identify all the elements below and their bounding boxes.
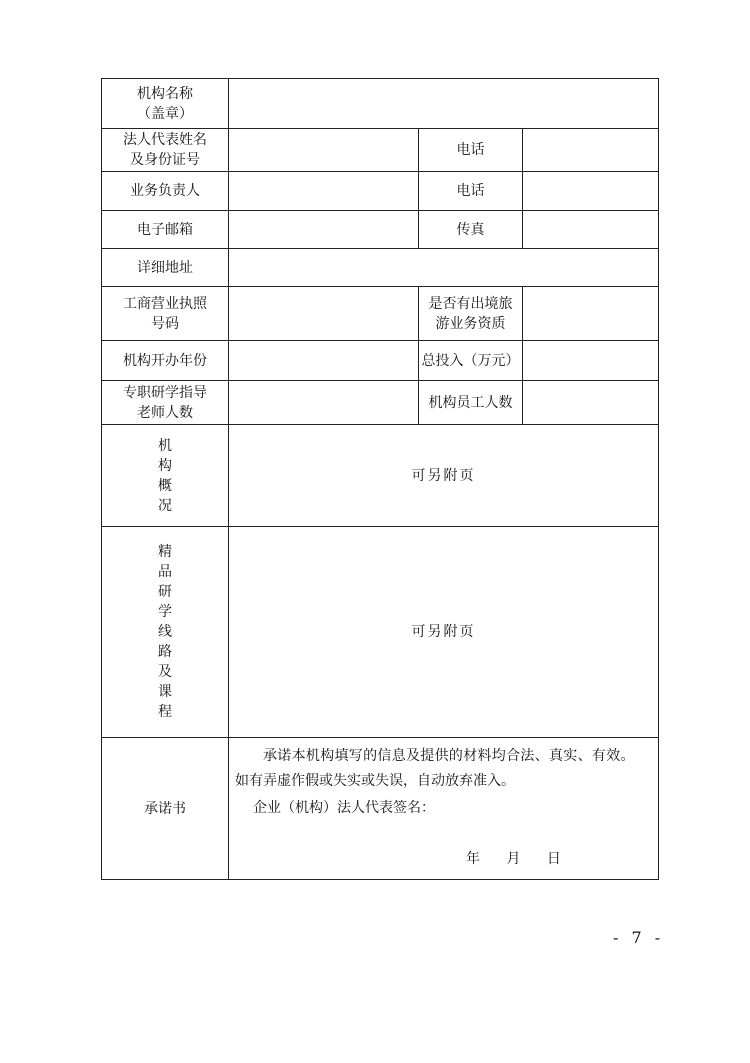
commitment-text-cell — [229, 738, 659, 880]
label-fax: 传真 — [419, 211, 523, 249]
field-staff[interactable] — [523, 381, 659, 425]
row-founded — [102, 341, 659, 381]
commitment-line-2: 如有弄虚作假或失实或失误，自动放弃准入。 — [235, 773, 515, 789]
label-routes: 精 品 研 学 线 路 及 课 程 — [102, 527, 229, 738]
field-biz-lead[interactable] — [229, 172, 419, 211]
label-address: 详细地址 — [102, 249, 229, 287]
row-routes — [102, 527, 659, 738]
label-founded-year: 机构开办年份 — [102, 341, 229, 381]
label-phone-2: 电话 — [419, 172, 523, 211]
field-phone-1[interactable] — [523, 129, 659, 172]
label-biz-lead: 业务负责人 — [102, 172, 229, 211]
label-staff: 机构员工人数 — [419, 381, 523, 425]
field-outbound[interactable] — [523, 287, 659, 341]
label-outbound: 是否有出境旅 游业务资质 — [419, 287, 523, 341]
label-teachers: 专职研学指导 老师人数 — [102, 381, 229, 425]
field-fax[interactable] — [523, 211, 659, 249]
overview-note: 可另附页 — [411, 467, 476, 484]
label-phone-1: 电话 — [419, 129, 523, 172]
row-org-name — [102, 79, 659, 129]
row-license — [102, 287, 659, 341]
field-email[interactable] — [229, 211, 419, 249]
row-email — [102, 211, 659, 249]
field-license[interactable] — [229, 287, 419, 341]
field-phone-2[interactable] — [523, 172, 659, 211]
field-teachers[interactable] — [229, 381, 419, 425]
row-address — [102, 249, 659, 287]
field-investment[interactable] — [523, 341, 659, 381]
registration-form-table — [101, 78, 659, 880]
page-number: - 7 - — [613, 928, 665, 947]
label-commitment: 承诺书 — [102, 738, 229, 880]
signature-line: 企业（机构）法人代表签名： — [253, 800, 435, 816]
row-teachers — [102, 381, 659, 425]
row-commitment — [102, 738, 659, 880]
label-legal-rep: 法人代表姓名 及身份证号 — [102, 129, 229, 172]
commitment-line-1: 承诺本机构填写的信息及提供的材料均合法、真实、有效。 — [263, 748, 635, 764]
field-founded-year[interactable] — [229, 341, 419, 381]
field-org-name[interactable] — [229, 79, 659, 129]
date-line: 年 月 日 — [466, 851, 561, 867]
row-legal-rep — [102, 129, 659, 172]
label-investment: 总投入（万元） — [419, 341, 523, 381]
label-email: 电子邮箱 — [102, 211, 229, 249]
label-org-name: 机构名称 （盖章） — [102, 79, 229, 129]
label-overview: 机 构 概 况 — [102, 425, 229, 527]
field-routes[interactable] — [229, 527, 659, 738]
field-overview[interactable] — [229, 425, 659, 527]
row-biz-lead — [102, 172, 659, 211]
field-address[interactable] — [229, 249, 659, 287]
label-license: 工商营业执照 号码 — [102, 287, 229, 341]
routes-note: 可另附页 — [411, 624, 476, 640]
row-overview — [102, 425, 659, 527]
field-legal-rep[interactable] — [229, 129, 419, 172]
